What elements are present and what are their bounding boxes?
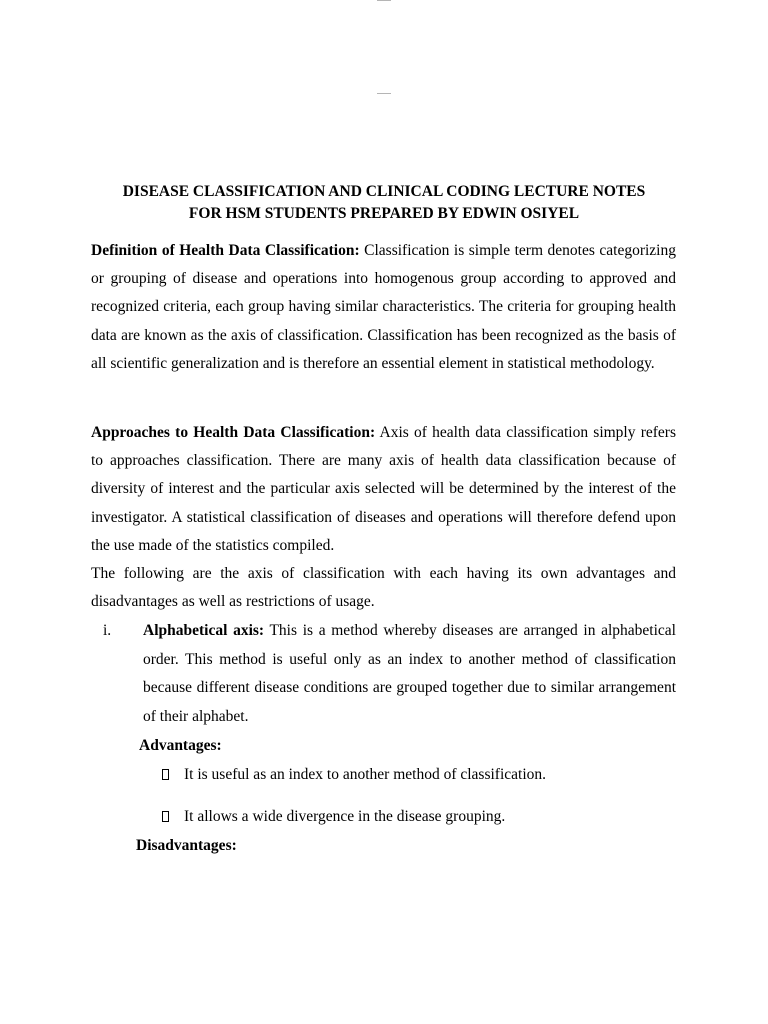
approaches-heading: Approaches to Health Data Classification: [91,424,376,441]
advantages-heading: Advantages: [139,737,222,754]
bullet-icon [162,811,169,822]
approaches-text: Axis of health data classification simply refers to approaches classification. There are many axis of health data classification because of diversity of interest and the particular axis selected will be determined by the interest of the investigator. A statistical classification of diseases and operations will therefore defend upon the use made of the statistics compiled. [91,424,676,554]
list-item-body [143,617,676,731]
title-line-1: DISEASE CLASSIFICATION AND CLINICAL CODING LECTURE NOTES [122,183,646,200]
list-item [162,764,546,786]
definition-paragraph [91,237,676,378]
list-item-heading: Alphabetical axis: [143,622,265,639]
definition-heading: Definition of Health Data Classification: [91,242,360,259]
list-item-number: i. [103,622,112,639]
header-mark [377,0,391,1]
header-mark [377,93,391,94]
list-item [162,806,505,828]
list-item-text: This is a method whereby diseases are arranged in alphabetical order. This method is useful only as an index to another method of classification because different disease conditions are grouped together due to similar arrangement of their alphabet. [143,622,676,725]
approaches-paragraph [91,419,676,560]
document-title [91,181,677,225]
following-paragraph: The following are the axis of classification with each having its own advantages and disadvantages as well as restrictions of usage. [91,565,676,611]
bullet-icon [162,769,169,780]
disadvantages-heading: Disadvantages: [136,837,237,854]
title-line-2: FOR HSM STUDENTS PREPARED BY EDWIN OSIYEL [188,205,580,222]
definition-text: Classification is simple term denotes categorizing or grouping of disease and operations into homogenous group according to approved and recognized criteria, each group having similar characteristics. The criteria for grouping health data are known as the axis of classification. Classification has been recognized as the basis of all scientific generalization and is therefore an essential element in statistical methodology. [91,242,676,372]
advantage-text: It allows a wide divergence in the disease grouping. [184,808,506,825]
advantage-text: It is useful as an index to another method of classification. [184,766,547,783]
